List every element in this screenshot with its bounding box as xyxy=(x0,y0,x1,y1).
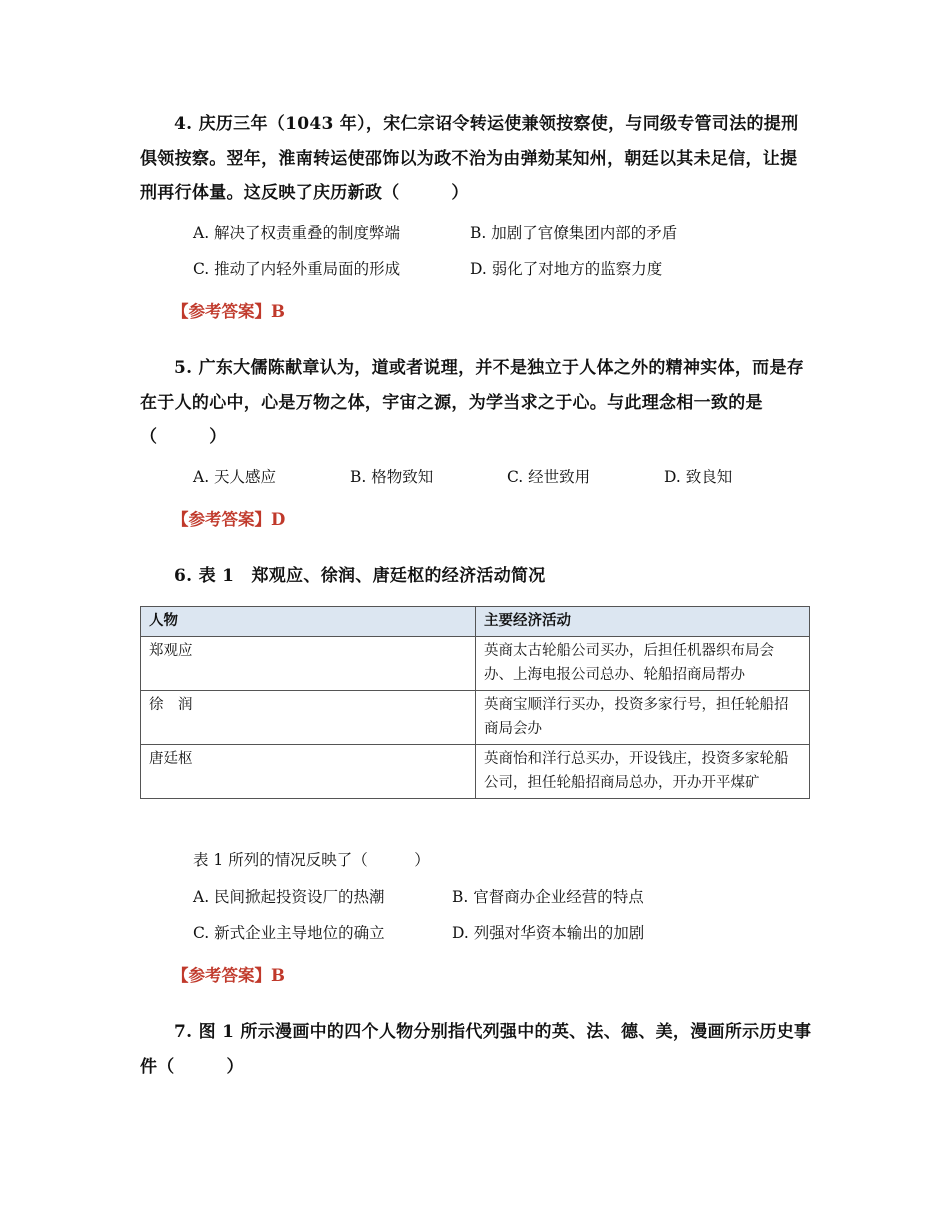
table-cell-activity: 英商太古轮船公司买办，后担任机器织布局会办、上海电报公司总办、轮船招商局帮办 xyxy=(476,637,810,691)
question-4-answer: 【参考答案】B xyxy=(172,302,285,321)
table-cell-person: 郑观应 xyxy=(141,637,476,691)
table-cell-person: 唐廷枢 xyxy=(141,745,476,799)
question-5-answer: 【参考答案】D xyxy=(172,510,286,529)
table-cell-person: 徐 润 xyxy=(141,691,476,745)
question-6-option-c[interactable]: C. 新式企业主导地位的确立 xyxy=(193,924,385,942)
table-header-activity: 主要经济活动 xyxy=(476,607,810,637)
table-header-person: 人物 xyxy=(141,607,476,637)
question-6-title: 6. 表 1 郑观应、徐润、唐廷枢的经济活动简况 xyxy=(174,566,546,586)
question-4-option-d[interactable]: D. 弱化了对地方的监察力度 xyxy=(470,260,663,278)
table-row xyxy=(141,745,810,799)
question-6-stem: 表 1 所列的情况反映了（ ） xyxy=(193,851,430,869)
table-header-row xyxy=(141,607,810,637)
question-4-option-b[interactable]: B. 加剧了官僚集团内部的矛盾 xyxy=(470,224,678,242)
question-5-option-c[interactable]: C. 经世致用 xyxy=(507,468,591,486)
question-5-option-d[interactable]: D. 致良知 xyxy=(664,468,733,486)
question-6-option-b[interactable]: B. 官督商办企业经营的特点 xyxy=(452,888,644,906)
table-row xyxy=(141,691,810,745)
question-5-option-b[interactable]: B. 格物致知 xyxy=(350,468,434,486)
question-6-option-d[interactable]: D. 列强对华资本输出的加剧 xyxy=(452,924,645,942)
question-4-option-a[interactable]: A. 解决了权责重叠的制度弊端 xyxy=(193,224,401,242)
question-6-option-a[interactable]: A. 民间掀起投资设厂的热潮 xyxy=(193,888,385,906)
question-6-answer: 【参考答案】B xyxy=(172,966,285,985)
question-4-stem: 4. 庆历三年（1043 年），宋仁宗诏令转运使兼领按察使，与同级专管司法的提刑俱领按察。翌年，淮南转运使邵饰以为政不治为由弹劾某知州，朝廷以其未足信，让提刑再行体量。这反映了庆历新政（ ） xyxy=(140,114,799,203)
question-7-stem: 7. 图 1 所示漫画中的四个人物分别指代列强中的英、法、德、美，漫画所示历史事件（ ） xyxy=(140,1022,812,1077)
question-4-option-c[interactable]: C. 推动了内轻外重局面的形成 xyxy=(193,260,401,278)
table-cell-activity: 英商怡和洋行总买办，开设钱庄，投资多家轮船公司，担任轮船招商局总办，开办开平煤矿 xyxy=(476,745,810,799)
table-cell-activity: 英商宝顺洋行买办，投资多家行号，担任轮船招商局会办 xyxy=(476,691,810,745)
question-6-table xyxy=(140,606,810,799)
question-5-option-a[interactable]: A. 天人感应 xyxy=(193,468,277,486)
question-5-stem: 5. 广东大儒陈献章认为，道或者说理，并不是独立于人体之外的精神实体，而是存在于人的心中，心是万物之体，宇宙之源，为学当求之于心。与此理念相一致的是（ ） xyxy=(140,358,805,447)
table-row xyxy=(141,637,810,691)
